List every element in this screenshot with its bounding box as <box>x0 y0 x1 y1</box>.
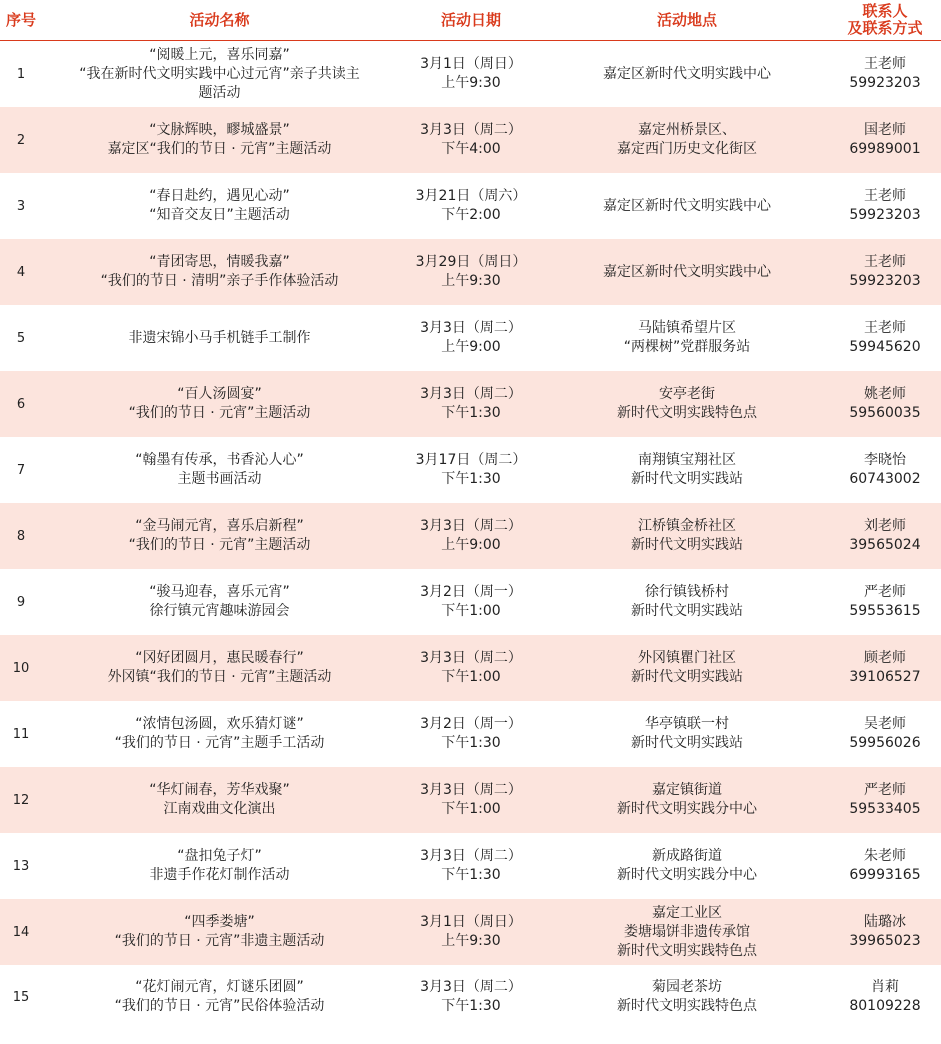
activity-name-cell-line: 题活动 <box>198 84 241 101</box>
activity-date-cell-line: 上午9:30 <box>441 933 501 949</box>
activity-date-cell-line: 3月3日（周二） <box>420 518 522 534</box>
contact-cell-line: 朱老师 <box>864 848 906 864</box>
table-row <box>0 305 941 371</box>
contact-cell <box>829 437 941 503</box>
contact-cell-line: 吴老师 <box>864 716 906 732</box>
activity-name-cell-line: 非遗宋锦小马手机链手工制作 <box>128 329 311 346</box>
activity-date-cell-line: 上午9:30 <box>441 75 501 91</box>
activity-location-cell-line: 新成路街道 <box>652 848 722 864</box>
contact-cell-line: 王老师 <box>864 320 906 336</box>
activity-location-cell-line: 嘉定区新时代文明实践中心 <box>603 65 771 82</box>
table-row <box>0 41 941 108</box>
activity-date-cell-line: 下午1:30 <box>441 735 501 751</box>
activity-date-cell-line: 3月3日（周二） <box>420 320 522 336</box>
activity-location-cell-line: 新时代文明实践特色点 <box>617 998 757 1014</box>
activity-date-cell-line: 3月21日（周六） <box>415 188 527 204</box>
activity-date-cell <box>397 239 545 305</box>
contact-cell <box>829 833 941 899</box>
activity-location-cell <box>545 965 829 1029</box>
activity-date-cell-line: 3月3日（周二） <box>420 650 522 666</box>
contact-cell-line: 39106527 <box>849 669 921 685</box>
activity-name-cell <box>42 569 397 635</box>
activity-location-cell-line: 华亭镇联一村 <box>645 716 729 732</box>
row-index: 5 <box>16 330 26 346</box>
activity-name-cell-line: “华灯闹春，芳华戏聚” <box>149 782 290 798</box>
activity-date-cell-line: 上午9:00 <box>441 537 501 553</box>
contact-cell <box>829 41 941 108</box>
header-date: 活动日期 <box>397 0 545 41</box>
contact-cell <box>829 965 941 1029</box>
activity-name-cell-line: 徐行镇元宵趣味游园会 <box>149 603 290 619</box>
activity-name-cell-line: “我在新时代文明实践中心过元宵”亲子共读主 <box>79 65 360 82</box>
activity-date-cell-line: 下午1:00 <box>441 801 501 817</box>
activity-location-cell <box>545 569 829 635</box>
table-body <box>0 41 941 1030</box>
activity-date-cell <box>397 833 545 899</box>
table-row <box>0 503 941 569</box>
activity-name-cell-line: 嘉定区“我们的节日 · 元宵”主题活动 <box>107 141 332 157</box>
activity-date-cell-line: 3月29日（周日） <box>415 254 527 270</box>
activity-name-cell-line: “花灯闹元宵，灯谜乐团圆” <box>135 979 304 995</box>
activity-name-cell <box>42 371 397 437</box>
activity-date-cell <box>397 635 545 701</box>
contact-cell-line: 严老师 <box>864 782 906 798</box>
contact-cell-line: 王老师 <box>864 188 906 204</box>
activity-date-cell <box>397 41 545 108</box>
activity-location-cell <box>545 305 829 371</box>
contact-cell <box>829 899 941 965</box>
contact-cell <box>829 701 941 767</box>
row-index: 11 <box>12 726 30 742</box>
activity-name-cell-line: “盘扣兔子灯” <box>177 848 262 864</box>
activity-location-cell-line: 安亭老街 <box>659 386 715 402</box>
contact-cell <box>829 767 941 833</box>
activity-name-cell-line: 主题书画活动 <box>177 471 262 487</box>
row-index: 3 <box>16 198 26 214</box>
activity-location-cell <box>545 833 829 899</box>
activity-name-cell-line: “浓情包汤圆，欢乐猜灯谜” <box>135 716 304 732</box>
table-row <box>0 107 941 173</box>
activity-location-cell-line: 外冈镇瞿门社区 <box>638 650 736 666</box>
header-contact-line2: 及联系方式 <box>847 19 923 37</box>
activity-location-cell-line: “两棵树”党群服务站 <box>623 339 751 355</box>
table-row <box>0 371 941 437</box>
activity-name-cell <box>42 899 397 965</box>
contact-cell-line: 59956026 <box>849 735 921 751</box>
activity-location-cell-line: 嘉定工业区 <box>652 904 722 921</box>
contact-cell-line: 姚老师 <box>864 386 906 402</box>
row-index: 6 <box>0 371 42 437</box>
row-index: 1 <box>16 66 26 82</box>
activity-name-cell-line: “我们的节日 · 元宵”非遗主题活动 <box>114 933 325 949</box>
header-contact <box>829 0 941 41</box>
activity-location-cell-line: 嘉定区新时代文明实践中心 <box>603 263 771 280</box>
activity-name-cell <box>42 635 397 701</box>
contact-cell-line: 59560035 <box>849 405 921 421</box>
activity-location-cell-line: 新时代文明实践分中心 <box>617 867 757 883</box>
contact-cell-line: 39965023 <box>849 933 921 949</box>
contact-cell-line: 顾老师 <box>864 650 906 666</box>
activity-date-cell-line: 下午1:30 <box>441 867 501 883</box>
activity-name-cell <box>42 173 397 239</box>
activity-date-cell-line: 下午1:30 <box>441 405 501 421</box>
activity-date-cell <box>397 503 545 569</box>
activity-name-cell-line: “我们的节日 · 元宵”民俗体验活动 <box>114 998 325 1014</box>
activity-location-cell-line: 新时代文明实践站 <box>631 603 743 619</box>
contact-cell-line: 肖莉 <box>871 979 899 995</box>
activity-date-cell-line: 下午1:00 <box>441 603 501 619</box>
activity-location-cell-line: 徐行镇钱桥村 <box>645 584 729 600</box>
activity-name-cell <box>42 41 397 108</box>
activity-date-cell-line: 上午9:30 <box>441 273 501 289</box>
contact-cell-line: 王老师 <box>864 56 906 72</box>
activity-location-cell <box>545 371 829 437</box>
contact-cell <box>829 371 941 437</box>
contact-cell-line: 60743002 <box>849 471 921 487</box>
activity-name-cell <box>42 503 397 569</box>
row-index: 2 <box>0 107 42 173</box>
row-index: 8 <box>0 503 42 569</box>
activity-location-cell-line: 江桥镇金桥社区 <box>638 518 736 534</box>
contact-cell <box>829 635 941 701</box>
row-index: 14 <box>0 899 42 965</box>
contact-cell-line: 国老师 <box>864 122 906 138</box>
activity-name-cell-line: “百人汤圆宴” <box>177 386 262 402</box>
activity-location-cell <box>545 41 829 108</box>
activity-date-cell-line: 下午1:30 <box>441 998 501 1014</box>
activity-name-cell <box>42 701 397 767</box>
activity-name-cell-line: “骏马迎春，喜乐元宵” <box>149 584 290 600</box>
activity-location-cell-line: 马陆镇希望片区 <box>638 320 736 336</box>
row-index: 12 <box>0 767 42 833</box>
contact-cell-line: 39565024 <box>849 537 921 553</box>
activity-date-cell-line: 下午1:00 <box>441 669 501 685</box>
activity-location-cell-line: 娄塘塌饼非遗传承馆 <box>624 923 750 940</box>
header-row <box>0 0 941 41</box>
row-index: 10 <box>0 635 42 701</box>
row-index: 9 <box>16 594 26 610</box>
activity-location-cell <box>545 239 829 305</box>
contact-cell-line: 59923203 <box>849 75 921 91</box>
activity-name-cell-line: “青团寄思，情暖我嘉” <box>149 254 290 270</box>
contact-cell <box>829 173 941 239</box>
contact-cell-line: 刘老师 <box>864 518 906 534</box>
activity-name-cell <box>42 833 397 899</box>
activity-location-cell-line: 新时代文明实践站 <box>631 471 743 487</box>
header-contact-line1: 联系人 <box>862 2 908 20</box>
row-index: 4 <box>0 239 42 305</box>
contact-cell-line: 严老师 <box>864 584 906 600</box>
activity-location-cell-line: 新时代文明实践特色点 <box>617 405 757 421</box>
contact-cell <box>829 569 941 635</box>
header-location: 活动地点 <box>545 0 829 41</box>
activity-location-cell <box>545 437 829 503</box>
activity-date-cell-line: 上午9:00 <box>441 339 501 355</box>
activity-name-cell-line: “四季娄塘” <box>184 914 255 930</box>
table-row <box>0 635 941 701</box>
activity-location-cell <box>545 107 829 173</box>
activity-location-cell <box>545 767 829 833</box>
activity-name-cell-line: 外冈镇“我们的节日 · 元宵”主题活动 <box>107 669 332 685</box>
activity-name-cell-line: “阅暖上元，喜乐同嘉” <box>149 46 290 63</box>
activity-name-cell-line: “我们的节日 · 清明”亲子手作体验活动 <box>100 273 339 289</box>
activity-date-cell-line: 3月3日（周二） <box>420 782 522 798</box>
activity-date-cell <box>397 107 545 173</box>
activity-date-cell-line: 3月1日（周日） <box>420 914 522 930</box>
row-index: 7 <box>16 462 26 478</box>
activity-date-cell-line: 3月3日（周二） <box>420 848 522 864</box>
activity-location-cell-line: 嘉定镇街道 <box>652 782 722 798</box>
activity-location-cell-line: 新时代文明实践站 <box>631 669 743 685</box>
activity-date-cell <box>397 965 545 1029</box>
activity-location-cell-line: 新时代文明实践特色点 <box>617 942 757 959</box>
contact-cell <box>829 305 941 371</box>
activity-date-cell-line: 3月3日（周二） <box>420 386 522 402</box>
row-index: 15 <box>12 989 30 1005</box>
activity-date-cell-line: 3月17日（周二） <box>415 452 527 468</box>
activity-name-cell-line: 非遗手作花灯制作活动 <box>149 867 290 883</box>
header-name: 活动名称 <box>42 0 397 41</box>
contact-cell-line: 59553615 <box>849 603 921 619</box>
activity-location-cell-line: 嘉定西门历史文化街区 <box>617 141 757 157</box>
activity-name-cell <box>42 437 397 503</box>
activity-location-cell <box>545 701 829 767</box>
table-row <box>0 965 941 1029</box>
activity-date-cell <box>397 371 545 437</box>
table-row <box>0 239 941 305</box>
activity-date-cell <box>397 569 545 635</box>
activity-name-cell-line: “我们的节日 · 元宵”主题手工活动 <box>114 735 325 751</box>
activity-date-cell <box>397 173 545 239</box>
activity-date-cell-line: 下午1:30 <box>441 471 501 487</box>
table-row <box>0 833 941 899</box>
contact-cell-line: 王老师 <box>864 254 906 270</box>
table-row <box>0 899 941 965</box>
table-row <box>0 767 941 833</box>
activity-location-cell-line: 新时代文明实践分中心 <box>617 801 757 817</box>
contact-cell <box>829 503 941 569</box>
activity-date-cell <box>397 767 545 833</box>
activity-location-cell-line: 新时代文明实践站 <box>631 735 743 751</box>
activity-name-cell <box>42 107 397 173</box>
contact-cell <box>829 239 941 305</box>
contact-cell-line: 69993165 <box>849 867 921 883</box>
contact-cell-line: 陆璐冰 <box>864 914 906 930</box>
contact-cell-line: 李晓怡 <box>864 452 906 468</box>
table-row <box>0 701 941 767</box>
activity-name-cell <box>42 305 397 371</box>
activity-location-cell <box>545 635 829 701</box>
activity-name-cell-line: “春日赴约，遇见心动” <box>149 188 290 204</box>
activity-name-cell-line: “知音交友日”主题活动 <box>149 207 290 223</box>
activity-date-cell <box>397 305 545 371</box>
table-row <box>0 569 941 635</box>
activity-location-cell-line: 南翔镇宝翔社区 <box>638 452 736 468</box>
activity-location-cell <box>545 899 829 965</box>
activity-date-cell-line: 下午2:00 <box>441 207 501 223</box>
activity-location-cell-line: 嘉定区新时代文明实践中心 <box>603 197 771 214</box>
activity-date-cell-line: 3月3日（周二） <box>420 122 522 138</box>
activity-name-cell-line: 江南戏曲文化演出 <box>163 801 276 817</box>
activity-name-cell <box>42 965 397 1029</box>
contact-cell <box>829 107 941 173</box>
activity-date-cell-line: 下午4:00 <box>441 141 501 157</box>
activity-date-cell-line: 3月3日（周二） <box>420 979 522 995</box>
contact-cell-line: 59533405 <box>849 801 921 817</box>
activity-location-cell <box>545 503 829 569</box>
activity-location-cell-line: 嘉定州桥景区、 <box>638 122 736 138</box>
activity-name-cell <box>42 767 397 833</box>
activity-name-cell-line: “我们的节日 · 元宵”主题活动 <box>128 537 311 553</box>
contact-cell-line: 59945620 <box>849 339 921 355</box>
activity-location-cell-line: 新时代文明实践站 <box>631 537 743 553</box>
activity-date-cell <box>397 899 545 965</box>
activity-date-cell-line: 3月2日（周一） <box>420 584 522 600</box>
header-index: 序号 <box>0 0 42 41</box>
contact-cell-line: 80109228 <box>849 998 921 1014</box>
activity-name-cell-line: “翰墨有传承，书香沁人心” <box>135 452 304 468</box>
table-row <box>0 173 941 239</box>
activity-name-cell-line: “冈好团圆月，惠民暖春行” <box>135 650 304 666</box>
activity-name-cell-line: “文脉辉映，疁城盛景” <box>149 122 290 138</box>
contact-cell-line: 59923203 <box>849 207 921 223</box>
contact-cell-line: 69989001 <box>849 141 921 157</box>
table-header <box>0 0 941 41</box>
activity-name-cell <box>42 239 397 305</box>
activity-name-cell-line: “金马闹元宵，喜乐启新程” <box>135 518 304 534</box>
activity-location-cell-line: 菊园老茶坊 <box>652 979 722 995</box>
activity-name-cell-line: “我们的节日 · 元宵”主题活动 <box>128 405 311 421</box>
activity-date-cell-line: 3月1日（周日） <box>420 56 522 72</box>
row-index: 13 <box>12 858 30 874</box>
activity-location-cell <box>545 173 829 239</box>
activity-date-cell <box>397 701 545 767</box>
activity-date-cell-line: 3月2日（周一） <box>420 716 522 732</box>
table-row <box>0 437 941 503</box>
activity-date-cell <box>397 437 545 503</box>
contact-cell-line: 59923203 <box>849 273 921 289</box>
